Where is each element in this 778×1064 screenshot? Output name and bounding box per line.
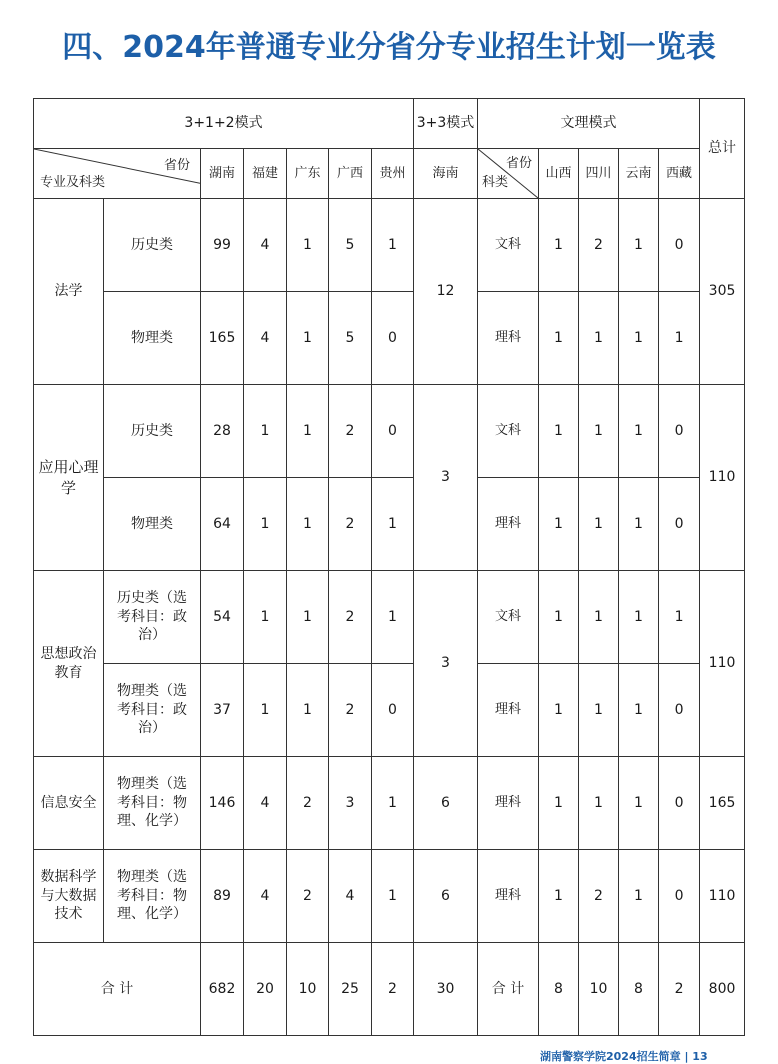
major-total-cell: 305	[700, 199, 745, 385]
plan-count-cell: 1	[579, 385, 619, 478]
plan-count-cell: 1	[244, 664, 287, 757]
plan-count-cell: 1	[372, 571, 414, 664]
summary-count-cell: 2	[372, 943, 414, 1036]
plan-count-cell: 1	[372, 478, 414, 571]
plan-count-cell: 2	[579, 199, 619, 292]
plan-count-cell: 1	[579, 664, 619, 757]
summary-count-cell: 10	[579, 943, 619, 1036]
summary-count-cell: 25	[329, 943, 372, 1036]
plan-count-cell: 0	[659, 664, 700, 757]
plan-count-cell: 5	[329, 292, 372, 385]
plan-count-cell: 1	[619, 571, 659, 664]
wenli-type: 文科	[478, 385, 539, 478]
plan-count-cell: 1	[539, 664, 579, 757]
summary-hainan-cell: 30	[414, 943, 478, 1036]
plan-count-cell: 1	[244, 571, 287, 664]
table-row	[34, 850, 745, 943]
plan-count-cell: 1	[287, 664, 329, 757]
wenli-type: 理科	[478, 757, 539, 850]
summary-count-cell: 20	[244, 943, 287, 1036]
plan-count-cell: 3	[329, 757, 372, 850]
grand-total-cell: 800	[700, 943, 745, 1036]
plan-count-cell: 1	[539, 385, 579, 478]
major-total-cell: 110	[700, 850, 745, 943]
wenli-type: 理科	[478, 850, 539, 943]
plan-count-cell: 0	[659, 757, 700, 850]
plan-count-cell: 146	[201, 757, 244, 850]
summary-count-cell: 682	[201, 943, 244, 1036]
hainan-count-cell: 12	[414, 199, 478, 385]
plan-count-cell: 165	[201, 292, 244, 385]
table-row	[34, 385, 745, 478]
plan-count-cell: 1	[619, 199, 659, 292]
plan-count-cell: 0	[659, 478, 700, 571]
diag-left-top: 省份	[163, 158, 190, 173]
diag-right-bottom: 科类	[482, 175, 509, 191]
major-name: 思想政治教育	[34, 571, 104, 757]
summary-count-cell: 8	[539, 943, 579, 1036]
plan-count-cell: 1	[539, 571, 579, 664]
plan-count-cell: 1	[287, 199, 329, 292]
diag-left-bottom: 专业及科类	[40, 175, 106, 191]
plan-count-cell: 1	[372, 757, 414, 850]
page-title: 四、2024年普通专业分省分专业招生计划一览表	[62, 30, 716, 65]
province-header: 四川	[579, 149, 619, 199]
plan-count-cell: 2	[287, 757, 329, 850]
major-total-cell: 165	[700, 757, 745, 850]
wenli-type: 理科	[478, 478, 539, 571]
wenli-type: 文科	[478, 571, 539, 664]
plan-count-cell: 4	[244, 850, 287, 943]
plan-count-cell: 1	[619, 757, 659, 850]
summary-count-cell: 8	[619, 943, 659, 1036]
plan-count-cell: 1	[372, 199, 414, 292]
diag-right-top: 省份	[505, 156, 532, 171]
plan-count-cell: 28	[201, 385, 244, 478]
summary-label: 合 计	[34, 943, 201, 1036]
plan-count-cell: 1	[539, 478, 579, 571]
plan-count-cell: 1	[539, 757, 579, 850]
plan-count-cell: 1	[619, 385, 659, 478]
table-row	[34, 664, 745, 757]
major-name: 法学	[34, 199, 104, 385]
hainan-count-cell: 3	[414, 385, 478, 571]
plan-count-cell: 1	[372, 850, 414, 943]
plan-count-cell: 54	[201, 571, 244, 664]
plan-count-cell: 0	[372, 385, 414, 478]
summary-row	[34, 943, 745, 1036]
province-header: 山西	[539, 149, 579, 199]
major-total-cell: 110	[700, 385, 745, 571]
total-header: 总计	[700, 99, 745, 199]
hainan-count-cell: 6	[414, 850, 478, 943]
plan-count-cell: 1	[659, 292, 700, 385]
hainan-count-cell: 6	[414, 757, 478, 850]
plan-count-cell: 1	[539, 292, 579, 385]
plan-count-cell: 2	[329, 571, 372, 664]
plan-count-cell: 2	[329, 664, 372, 757]
group-header-33: 3+3模式	[414, 99, 478, 149]
plan-count-cell: 0	[372, 664, 414, 757]
table-row	[34, 199, 745, 292]
footer-text: 湖南警察学院2024招生简章 | 13	[540, 1050, 708, 1063]
plan-count-cell: 0	[659, 850, 700, 943]
plan-count-cell: 1	[287, 478, 329, 571]
plan-count-cell: 1	[539, 199, 579, 292]
subject-type: 物理类	[104, 478, 201, 571]
province-header: 福建	[244, 149, 287, 199]
plan-count-cell: 4	[244, 757, 287, 850]
plan-count-cell: 2	[579, 850, 619, 943]
diagonal-header-left	[34, 149, 201, 199]
subject-type: 物理类（选考科目：物理、化学）	[104, 757, 201, 850]
plan-count-cell: 1	[244, 478, 287, 571]
plan-count-cell: 4	[244, 292, 287, 385]
enrollment-plan-table	[33, 98, 745, 1036]
table-row	[34, 757, 745, 850]
plan-count-cell: 1	[659, 571, 700, 664]
table-row	[34, 478, 745, 571]
plan-count-cell: 5	[329, 199, 372, 292]
province-header: 广东	[287, 149, 329, 199]
plan-count-cell: 99	[201, 199, 244, 292]
province-header: 西藏	[659, 149, 700, 199]
plan-count-cell: 0	[659, 199, 700, 292]
plan-count-cell: 2	[329, 478, 372, 571]
plan-count-cell: 1	[619, 664, 659, 757]
summary-label-right: 合 计	[478, 943, 539, 1036]
plan-count-cell: 1	[579, 478, 619, 571]
table-row	[34, 292, 745, 385]
plan-count-cell: 37	[201, 664, 244, 757]
plan-count-cell: 1	[619, 478, 659, 571]
plan-count-cell: 64	[201, 478, 244, 571]
subject-type: 历史类	[104, 199, 201, 292]
subject-type: 物理类	[104, 292, 201, 385]
major-total-cell: 110	[700, 571, 745, 757]
plan-count-cell: 1	[244, 385, 287, 478]
wenli-type: 理科	[478, 292, 539, 385]
plan-count-cell: 0	[372, 292, 414, 385]
plan-count-cell: 1	[287, 292, 329, 385]
plan-count-cell: 0	[659, 385, 700, 478]
plan-count-cell: 1	[619, 292, 659, 385]
plan-count-cell: 2	[287, 850, 329, 943]
plan-count-cell: 4	[329, 850, 372, 943]
plan-count-cell: 1	[539, 850, 579, 943]
summary-count-cell: 2	[659, 943, 700, 1036]
province-header: 海南	[414, 149, 478, 199]
plan-count-cell: 1	[287, 385, 329, 478]
major-name: 信息安全	[34, 757, 104, 850]
hainan-count-cell: 3	[414, 571, 478, 757]
plan-count-cell: 1	[579, 757, 619, 850]
plan-count-cell: 1	[579, 292, 619, 385]
plan-count-cell: 1	[287, 571, 329, 664]
province-header: 湖南	[201, 149, 244, 199]
plan-count-cell: 2	[329, 385, 372, 478]
diagonal-header-right	[478, 149, 539, 199]
summary-count-cell: 10	[287, 943, 329, 1036]
province-header: 云南	[619, 149, 659, 199]
subject-type: 物理类（选考科目：政治）	[104, 664, 201, 757]
subject-type: 物理类（选考科目：物理、化学）	[104, 850, 201, 943]
group-header-wenli: 文理模式	[478, 99, 700, 149]
province-header: 贵州	[372, 149, 414, 199]
plan-count-cell: 89	[201, 850, 244, 943]
major-name: 应用心理学	[34, 385, 104, 571]
major-name: 数据科学与大数据技术	[34, 850, 104, 943]
wenli-type: 文科	[478, 199, 539, 292]
plan-count-cell: 4	[244, 199, 287, 292]
group-header-312: 3+1+2模式	[34, 99, 414, 149]
wenli-type: 理科	[478, 664, 539, 757]
subject-type: 历史类（选考科目：政治）	[104, 571, 201, 664]
table-row	[34, 571, 745, 664]
plan-count-cell: 1	[619, 850, 659, 943]
subject-type: 历史类	[104, 385, 201, 478]
plan-count-cell: 1	[579, 571, 619, 664]
province-header: 广西	[329, 149, 372, 199]
